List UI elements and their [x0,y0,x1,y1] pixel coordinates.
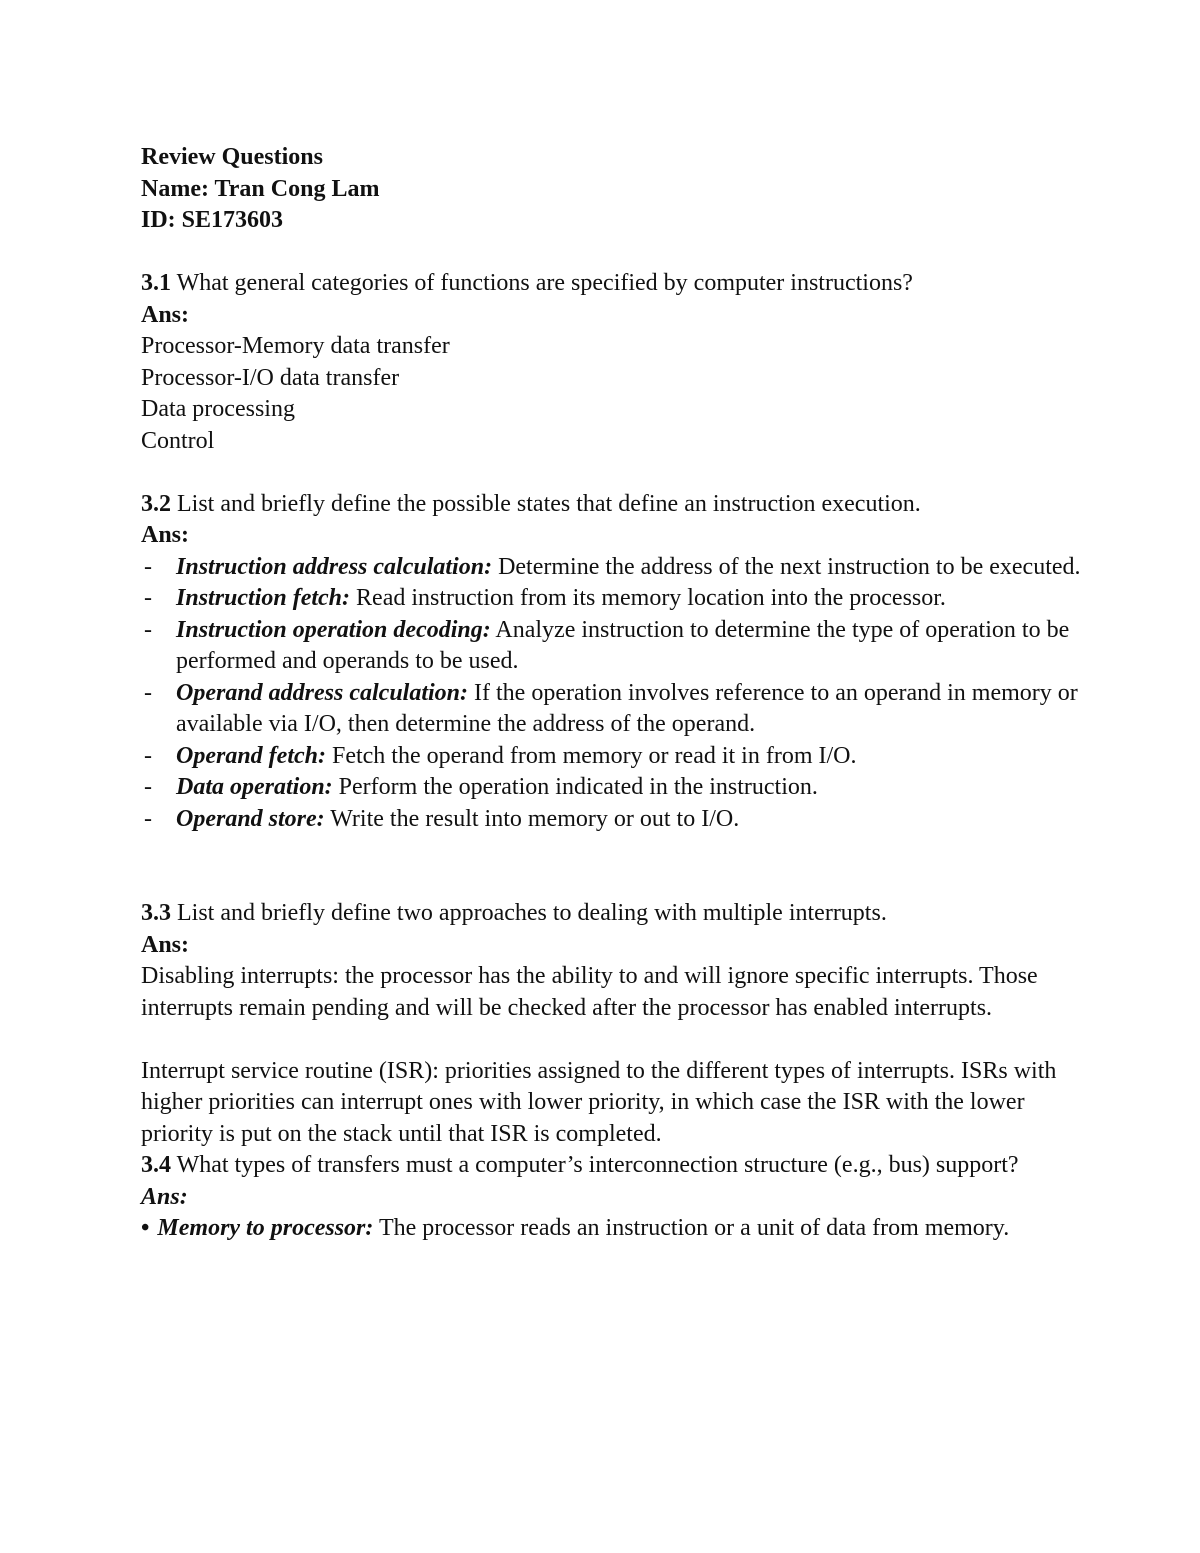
item-desc: Perform the operation indicated in the instruction. [332,774,818,800]
student-name: Name: Tran Cong Lam [141,175,380,202]
document-title: Review Questions [141,144,323,170]
question-number: 3.3 [141,900,171,926]
item-desc: The processor reads an instruction or a unit of data from memory. [373,1215,1010,1241]
answer-line: Control [141,427,215,454]
list-item [141,615,1081,678]
list-item [141,804,1081,836]
item-term: Operand fetch: [176,742,326,769]
question-text: List and briefly define the possible states that define an instruction execution. [171,490,921,517]
execution-states-list [141,552,1081,836]
item-term: Operand address calculation: [176,679,469,706]
item-term: Instruction address calculation: [176,553,493,580]
answer-line: Processor-Memory data transfer [141,333,450,359]
bullet-icon: • [141,1215,150,1241]
question-3-3 [141,898,1081,930]
spacer [141,835,1081,898]
item-desc: If the operation involves reference to an operand in memory or available via I/O, then determine the address of the operand. [176,679,1078,737]
question-number: 3.1 [141,270,171,296]
question-text: What general categories of functions are specified by computer instructions? [171,270,913,296]
item-term: Instruction operation decoding: [176,616,491,643]
item-desc: Determine the address of the next instruction to be executed. [492,553,1081,580]
item-desc: Write the result into memory or out to I/O. [324,805,740,832]
item-term: Instruction fetch: [176,585,351,611]
item-term: Memory to processor: [157,1215,374,1241]
answer-label: Ans: [141,522,190,548]
spacer [141,237,1081,269]
answer-paragraph: Disabling interrupts: the processor has the ability to and will ignore specific interrupts. Those interrupts remain pending and will be checked after the processor has enabled interrupts. [141,963,1038,1021]
document-page [141,142,1081,1245]
question-number: 3.4 [141,1152,171,1178]
item-desc: Analyze instruction to determine the type of operation to be performed and operands to be used. [176,616,1070,674]
answer-paragraph: Interrupt service routine (ISR): priorities assigned to the different types of interrupts. ISRs with higher priorities can interrupt ones with lower priority, in which case the ISR with the lower priority is put on the stack until that ISR is completed. [141,1057,1057,1147]
question-text: What types of transfers must a computer’s interconnection structure (e.g., bus) support? [171,1152,1019,1178]
item-term: Data operation: [176,774,333,800]
question-3-2 [141,489,1081,521]
list-item [141,772,1081,804]
answer-label: Ans: [141,931,190,958]
answer-line: Processor-I/O data transfer [141,364,400,391]
question-text: List and briefly define two approaches to dealing with multiple interrupts. [171,900,887,926]
answer-label: Ans: [141,301,190,328]
item-desc: Read instruction from its memory location into the processor. [350,585,946,611]
list-item [141,741,1081,773]
spacer [141,1024,1081,1056]
transfer-item [141,1213,1071,1245]
list-item [141,678,1081,741]
list-item [141,583,1081,615]
question-3-4 [141,1150,1071,1182]
question-3-1 [141,268,1081,300]
list-item [141,552,1081,584]
item-term: Operand store: [176,805,325,832]
student-id: ID: SE173603 [141,207,284,233]
spacer [141,457,1081,489]
item-desc: Fetch the operand from memory or read it in from I/O. [325,742,857,769]
answer-label: Ans: [141,1183,188,1210]
answer-line: Data processing [141,396,295,422]
question-number: 3.2 [141,490,171,517]
